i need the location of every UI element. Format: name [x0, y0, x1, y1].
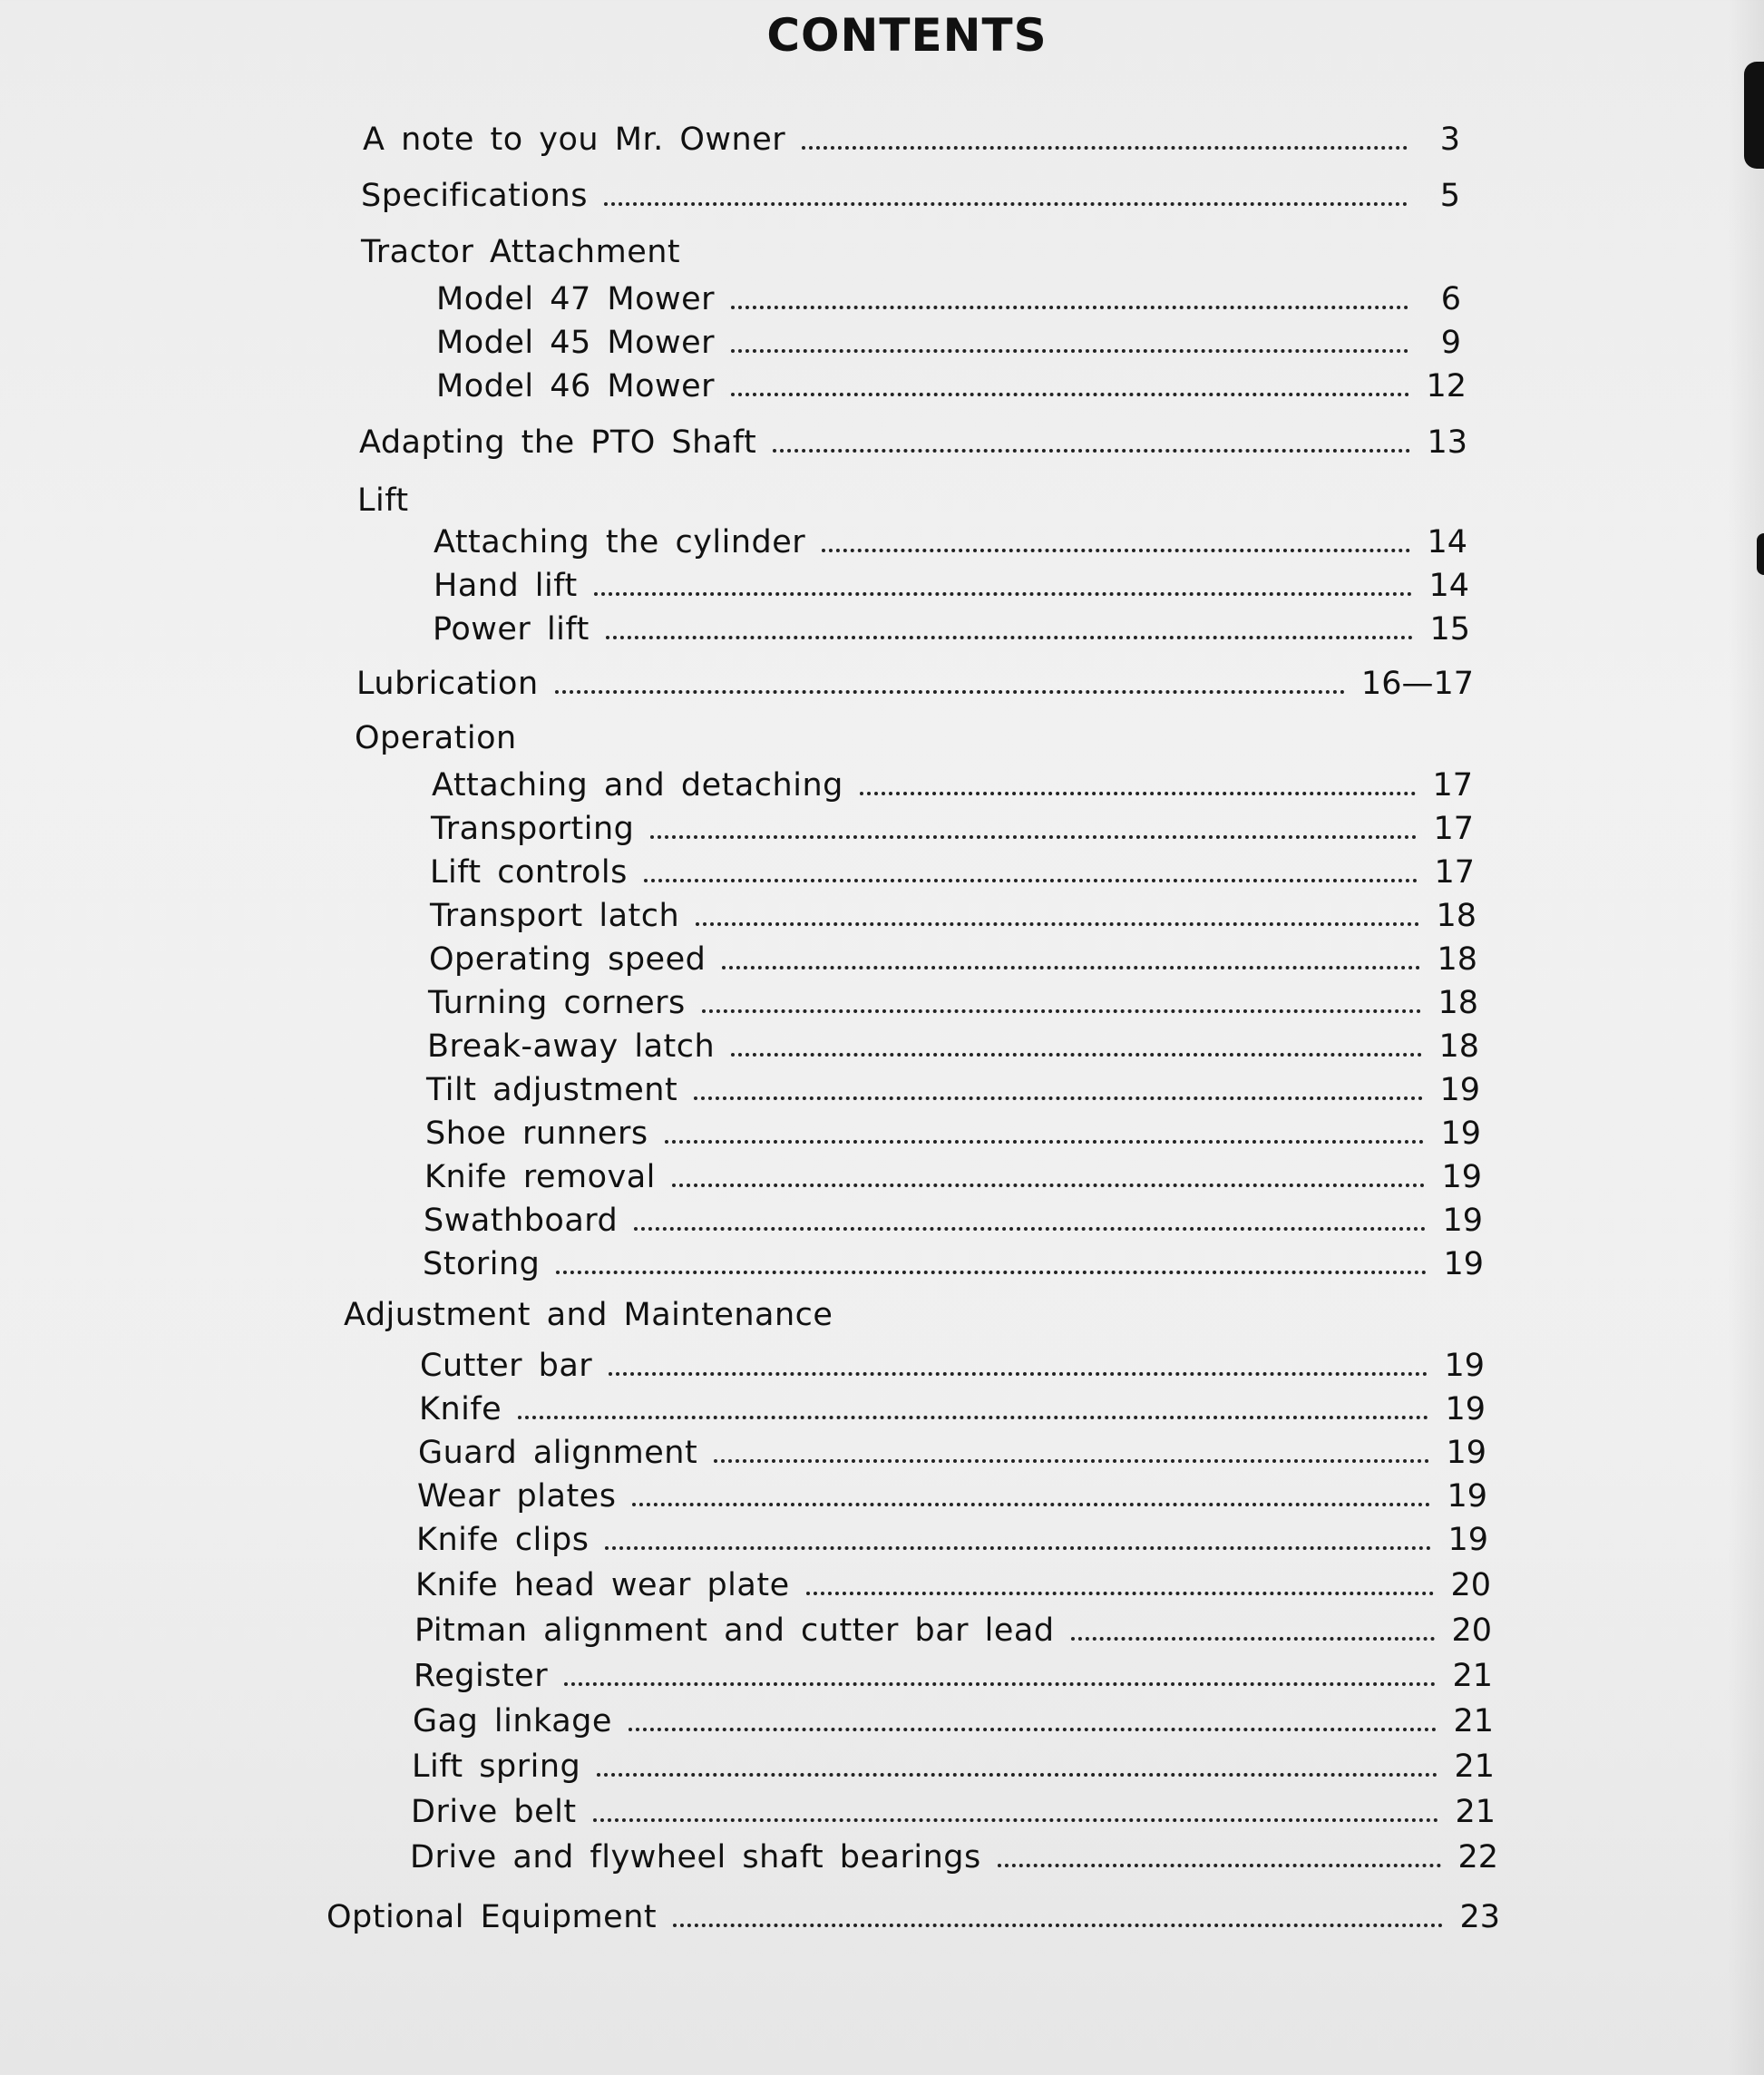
toc-entry-label: Wear plates — [417, 1478, 617, 1515]
dot-leader — [606, 636, 1414, 639]
toc-entry-model-45[interactable] — [436, 323, 1461, 363]
toc-entry-label: Turning corners — [428, 985, 686, 1021]
toc-entry-page: 21 — [1453, 1703, 1494, 1739]
dot-leader — [597, 1773, 1438, 1777]
toc-entry-label: Transporting — [431, 811, 635, 847]
toc-entry-page: 19 — [1444, 1348, 1485, 1384]
dot-leader — [731, 393, 1409, 396]
toc-entry-knife[interactable] — [419, 1389, 1486, 1429]
toc-entry-page: 19 — [1445, 1391, 1486, 1427]
toc-entry-label: Gag linkage — [413, 1703, 612, 1739]
toc-entry-page: 5 — [1439, 178, 1460, 214]
toc-entry-page: 21 — [1455, 1794, 1496, 1830]
toc-entry-operating-speed[interactable] — [429, 940, 1477, 979]
toc-entry-label: Knife head wear plate — [415, 1567, 790, 1603]
toc-entry-specifications[interactable] — [361, 176, 1460, 216]
toc-entry-page: 14 — [1428, 568, 1469, 604]
toc-entry-pto-shaft[interactable] — [359, 423, 1467, 463]
toc-entry-swathboard[interactable] — [424, 1201, 1483, 1241]
toc-entry-page: 15 — [1429, 611, 1470, 648]
dot-leader — [604, 202, 1408, 206]
toc-entry-page: 19 — [1439, 1072, 1480, 1108]
toc-entry-label: Break-away latch — [427, 1028, 716, 1065]
toc-entry-label: Knife — [419, 1391, 502, 1427]
toc-entry-label: Model 45 Mower — [436, 325, 716, 361]
toc-entry-label: Drive and flywheel shaft bearings — [410, 1839, 981, 1875]
toc-entry-page: 19 — [1442, 1203, 1483, 1239]
dot-leader — [594, 592, 1413, 596]
toc-entry-knife-head-wear-plate[interactable] — [415, 1565, 1491, 1605]
dot-leader — [773, 449, 1410, 453]
dot-leader — [731, 349, 1408, 353]
dot-leader — [822, 549, 1410, 552]
dot-leader — [802, 146, 1408, 150]
dot-leader — [634, 1227, 1426, 1231]
toc-entry-knife-removal[interactable] — [424, 1157, 1482, 1197]
toc-section-operation[interactable]: Operation — [355, 720, 517, 756]
dot-leader — [702, 1009, 1422, 1013]
toc-entry-label: Transport latch — [430, 898, 680, 934]
dot-leader — [673, 1924, 1443, 1927]
toc-entry-label: Register — [414, 1658, 549, 1694]
toc-entry-page: 18 — [1438, 1028, 1479, 1065]
toc-entry-label: Storing — [423, 1246, 541, 1282]
toc-entry-label: Pitman alignment and cutter bar lead — [414, 1612, 1055, 1649]
toc-entry-page: 22 — [1457, 1839, 1498, 1875]
toc-entry-label: Shoe runners — [425, 1115, 648, 1152]
dot-leader — [629, 1728, 1438, 1731]
dot-leader — [1071, 1637, 1436, 1641]
toc-entry-label: Attaching and detaching — [432, 767, 843, 804]
toc-entry-register[interactable] — [414, 1656, 1493, 1696]
dot-leader — [731, 1053, 1422, 1057]
toc-entry-page: 17 — [1432, 767, 1473, 804]
toc-entry-page: 18 — [1436, 898, 1476, 934]
dot-leader — [518, 1416, 1428, 1419]
toc-entry-page: 20 — [1450, 1567, 1491, 1603]
toc-entry-label: Knife removal — [424, 1159, 656, 1195]
toc-entry-page: 16—17 — [1360, 666, 1474, 702]
dot-leader — [860, 792, 1417, 795]
toc-entry-page: 19 — [1440, 1115, 1481, 1152]
toc-entry-label: A note to you Mr. Owner — [363, 122, 786, 158]
toc-entry-label: Swathboard — [424, 1203, 619, 1239]
toc-entry-page: 12 — [1426, 368, 1467, 404]
toc-entry-gag-linkage[interactable] — [413, 1701, 1494, 1741]
toc-entry-page: 17 — [1434, 854, 1475, 891]
toc-entry-page: 14 — [1427, 524, 1467, 560]
dot-leader — [731, 306, 1408, 309]
toc-entry-label: Lift controls — [430, 854, 628, 891]
toc-entry-attaching-detaching[interactable] — [432, 765, 1473, 805]
toc-entry-label: Cutter bar — [420, 1348, 593, 1384]
toc-entry-hand-lift[interactable] — [434, 566, 1469, 606]
toc-entry-drive-belt[interactable] — [411, 1792, 1496, 1832]
toc-entry-page: 18 — [1437, 941, 1477, 978]
toc-entry-page: 23 — [1459, 1899, 1500, 1935]
toc-entry-page: 17 — [1433, 811, 1474, 847]
toc-section-lift[interactable]: Lift — [357, 482, 409, 519]
toc-entry-page: 19 — [1443, 1246, 1484, 1282]
toc-entry-transport-latch[interactable] — [430, 896, 1476, 936]
dot-leader — [722, 966, 1420, 969]
toc-entry-page: 19 — [1446, 1435, 1486, 1471]
toc-entry-guard-alignment[interactable] — [418, 1433, 1486, 1473]
toc-entry-tilt-adjustment[interactable] — [426, 1070, 1480, 1110]
toc-entry-power-lift[interactable] — [433, 609, 1470, 649]
dot-leader — [593, 1818, 1439, 1822]
toc-entry-model-46[interactable] — [436, 366, 1467, 406]
toc-entry-label: Tilt adjustment — [426, 1072, 678, 1108]
dot-leader — [564, 1682, 1436, 1686]
toc-entry-knife-clips[interactable] — [416, 1520, 1488, 1560]
toc-entry-page: 18 — [1438, 985, 1478, 1021]
dot-leader — [998, 1864, 1442, 1867]
toc-entry-lift-controls[interactable] — [430, 852, 1475, 892]
toc-entry-label: Knife clips — [416, 1522, 590, 1558]
toc-entry-optional-equipment[interactable] — [326, 1897, 1500, 1937]
dot-leader — [556, 1271, 1427, 1274]
toc-entry-label: Model 46 Mower — [436, 368, 716, 404]
page-title: CONTENTS — [766, 9, 1048, 62]
toc-entry-page: 3 — [1439, 122, 1460, 158]
dot-leader — [672, 1184, 1426, 1187]
dot-leader — [694, 1096, 1423, 1100]
toc-entry-pitman-alignment[interactable] — [414, 1611, 1492, 1651]
dot-leader — [665, 1140, 1425, 1144]
toc-entry-owner-note[interactable] — [363, 120, 1460, 160]
toc-entry-label: Lift spring — [412, 1749, 581, 1785]
toc-entry-page: 13 — [1427, 424, 1467, 461]
toc-entry-page: 21 — [1452, 1658, 1493, 1694]
dot-leader — [714, 1459, 1429, 1463]
toc-entry-break-away-latch[interactable] — [427, 1027, 1479, 1067]
toc-entry-lubrication[interactable] — [356, 664, 1474, 704]
dot-leader — [696, 922, 1419, 926]
toc-entry-label: Guard alignment — [418, 1435, 698, 1471]
toc-section-adjustment-maintenance[interactable]: Adjustment and Maintenance — [344, 1297, 833, 1333]
toc-entry-label: Model 47 Mower — [436, 281, 716, 317]
toc-entry-label: Hand lift — [434, 568, 578, 604]
dot-leader — [806, 1592, 1435, 1595]
dot-leader — [605, 1546, 1431, 1550]
dot-leader — [632, 1503, 1430, 1506]
dot-leader — [644, 879, 1418, 882]
toc-entry-wear-plates[interactable] — [417, 1476, 1487, 1516]
toc-entry-drive-flywheel-bearings[interactable] — [410, 1837, 1498, 1877]
toc-entry-storing[interactable] — [423, 1244, 1484, 1284]
toc-entry-label: Attaching the cylinder — [434, 524, 806, 560]
dot-leader — [650, 835, 1417, 839]
dot-leader — [555, 690, 1345, 694]
toc-entry-label: Adapting the PTO Shaft — [359, 424, 757, 461]
toc-entry-page: 21 — [1454, 1749, 1495, 1785]
toc-entry-transporting[interactable] — [431, 809, 1474, 849]
toc-entry-shoe-runners[interactable] — [425, 1114, 1481, 1154]
toc-entry-lift-spring[interactable] — [412, 1747, 1495, 1787]
toc-entry-attaching-cylinder[interactable] — [434, 522, 1467, 562]
dot-leader — [609, 1372, 1428, 1376]
toc-entry-model-47[interactable] — [436, 279, 1461, 319]
toc-entry-page: 19 — [1447, 1522, 1488, 1558]
toc-entry-page: 19 — [1447, 1478, 1487, 1515]
toc-section-tractor-attachment[interactable]: Tractor Attachment — [361, 234, 681, 270]
toc-entry-cutter-bar[interactable] — [420, 1346, 1485, 1386]
toc-entry-label: Drive belt — [411, 1794, 577, 1830]
toc-entry-label: Optional Equipment — [326, 1899, 658, 1935]
toc-entry-label: Power lift — [433, 611, 590, 648]
toc-entry-page: 9 — [1440, 325, 1461, 361]
toc-entry-turning-corners[interactable] — [428, 983, 1478, 1023]
toc-entry-page: 20 — [1451, 1612, 1492, 1649]
toc-entry-label: Lubrication — [356, 666, 539, 702]
toc-entry-label: Specifications — [361, 178, 588, 214]
toc-entry-page: 6 — [1440, 281, 1461, 317]
toc-entry-label: Operating speed — [429, 941, 707, 978]
toc-entry-page: 19 — [1441, 1159, 1482, 1195]
